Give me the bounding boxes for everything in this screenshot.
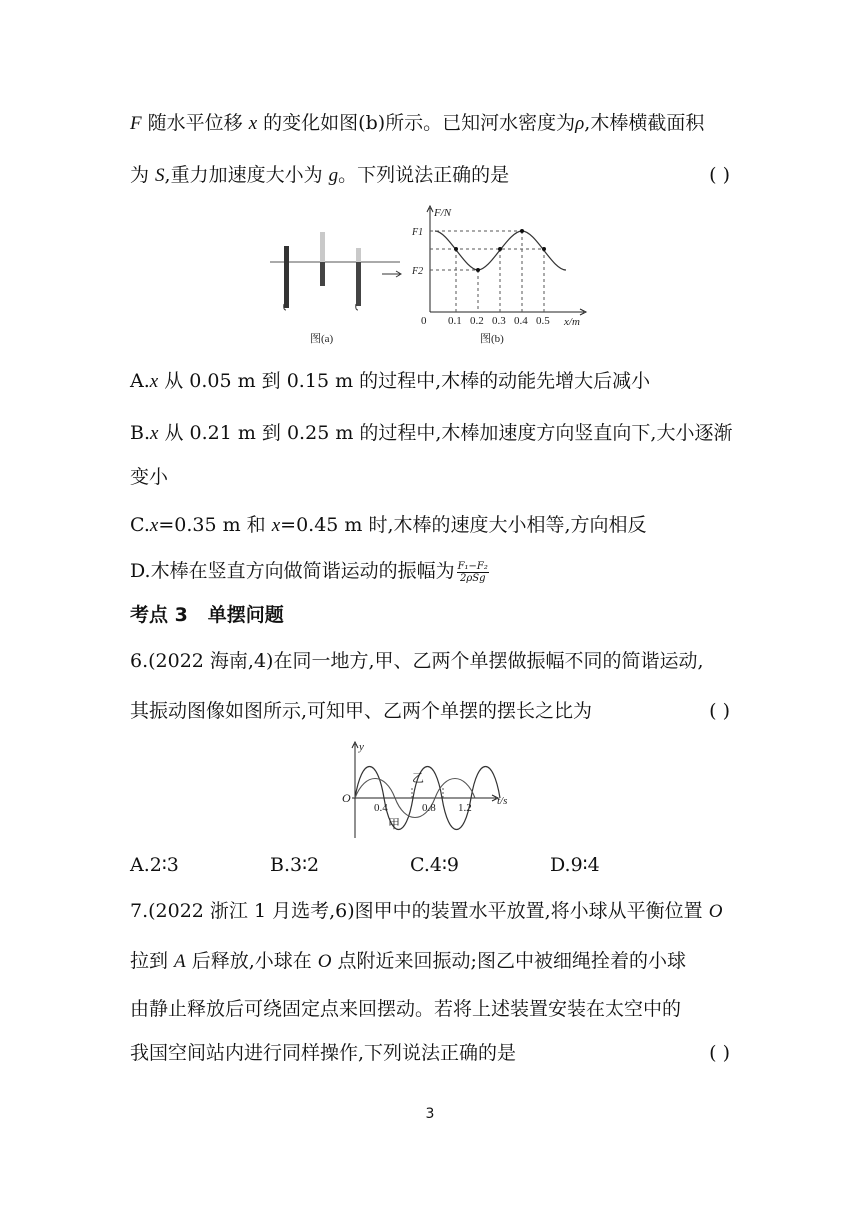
fig-b-xlabel: x/m bbox=[564, 316, 580, 328]
section-heading: 考点 3 单摆问题 bbox=[130, 604, 284, 626]
q6-option-d: D.9∶4 bbox=[550, 854, 600, 876]
figure-a-sticks bbox=[270, 232, 401, 310]
q6-line-2: 其振动图像如图所示,可知甲、乙两个单摆的摆长之比为 ( ) bbox=[130, 700, 730, 722]
q6-line-1: 6.(2022 海南,4)在同一地方,甲、乙两个单摆做振幅不同的简谐运动, bbox=[130, 650, 704, 672]
fig-b-ylabel: F/N bbox=[434, 207, 452, 219]
label-yi: 乙 bbox=[412, 771, 425, 785]
fig-b-ytick-F1: F1 bbox=[412, 227, 424, 238]
answer-bracket: ( ) bbox=[709, 700, 730, 722]
q6-option-c: C.4∶9 bbox=[410, 854, 460, 876]
stick-3-below bbox=[356, 262, 361, 306]
q7-line-2: 拉到 A 后释放,小球在 O 点附近来回振动;图乙中被细绳拴着的小球 bbox=[130, 950, 686, 972]
page-number: 3 bbox=[425, 1106, 435, 1122]
amplitude-fraction: $\frac{\text{F₁−F₂}}{\text{2ρSg}}$ bbox=[457, 560, 488, 584]
stick-2-below bbox=[320, 262, 325, 286]
graph-xtick: 0.8 bbox=[422, 802, 436, 814]
fig-b-xtick: 0.1 bbox=[448, 315, 462, 327]
graph-xtick: 1.2 bbox=[458, 802, 472, 814]
graph-origin: O bbox=[342, 791, 351, 805]
q5-figure bbox=[260, 200, 600, 350]
q6-option-a: A.2∶3 bbox=[130, 854, 179, 876]
stick-1 bbox=[284, 246, 289, 308]
fig-b-xtick: 0.2 bbox=[470, 315, 484, 327]
fig-b-origin: 0 bbox=[421, 315, 427, 327]
q6-option-b: B.3∶2 bbox=[270, 854, 320, 876]
fig-b-xtick: 0.3 bbox=[492, 315, 506, 327]
q7-line-1: 7.(2022 浙江 1 月选考,6)图甲中的装置水平放置,将小球从平衡位置 O bbox=[130, 900, 723, 922]
label-jia: 甲 bbox=[388, 817, 401, 831]
q5-line-2: 为 S,重力加速度大小为 g。下列说法正确的是 ( ) bbox=[130, 164, 730, 186]
graph-ylabel: y bbox=[359, 741, 364, 753]
q5-option-b: B.x 从 0.21 m 到 0.25 m 的过程中,木棒加速度方向竖直向下,大小逐渐 bbox=[130, 422, 733, 444]
fig-b-ytick-F2: F2 bbox=[412, 266, 424, 277]
q7-line-4: 我国空间站内进行同样操作,下列说法正确的是 ( ) bbox=[130, 1042, 730, 1064]
q7-line-3: 由静止释放后可绕固定点来回摆动。若将上述装置安装在太空中的 bbox=[130, 998, 682, 1020]
answer-bracket: ( ) bbox=[709, 1042, 730, 1064]
fig-b-xtick: 0.5 bbox=[536, 315, 550, 327]
fig-b-xtick: 0.4 bbox=[514, 315, 528, 327]
graph-xlabel: t/s bbox=[497, 795, 508, 807]
q5-option-a: A.x 从 0.05 m 到 0.15 m 的过程中,木棒的动能先增大后减小 bbox=[130, 370, 651, 392]
graph-xtick: 0.4 bbox=[374, 802, 388, 814]
figure-b-graph bbox=[427, 206, 586, 315]
stick-3-above bbox=[356, 248, 361, 262]
figure-a-caption: 图(a) bbox=[310, 333, 334, 345]
answer-bracket: ( ) bbox=[709, 164, 730, 186]
figure-b-caption: 图(b) bbox=[480, 333, 504, 345]
q5-option-b-cont: 变小 bbox=[130, 466, 169, 488]
q5-option-c: C.x=0.35 m 和 x=0.45 m 时,木棒的速度大小相等,方向相反 bbox=[130, 514, 647, 536]
q6-vibration-graph bbox=[340, 738, 530, 844]
q5-line-1: F 随水平位移 x 的变化如图(b)所示。已知河水密度为ρ,木棒横截面积 bbox=[130, 112, 705, 134]
q5-option-d: D.木棒在竖直方向做简谐运动的振幅为 $\frac{\text{F₁−F₂}}{\text{2ρSg}}$ bbox=[130, 560, 488, 584]
